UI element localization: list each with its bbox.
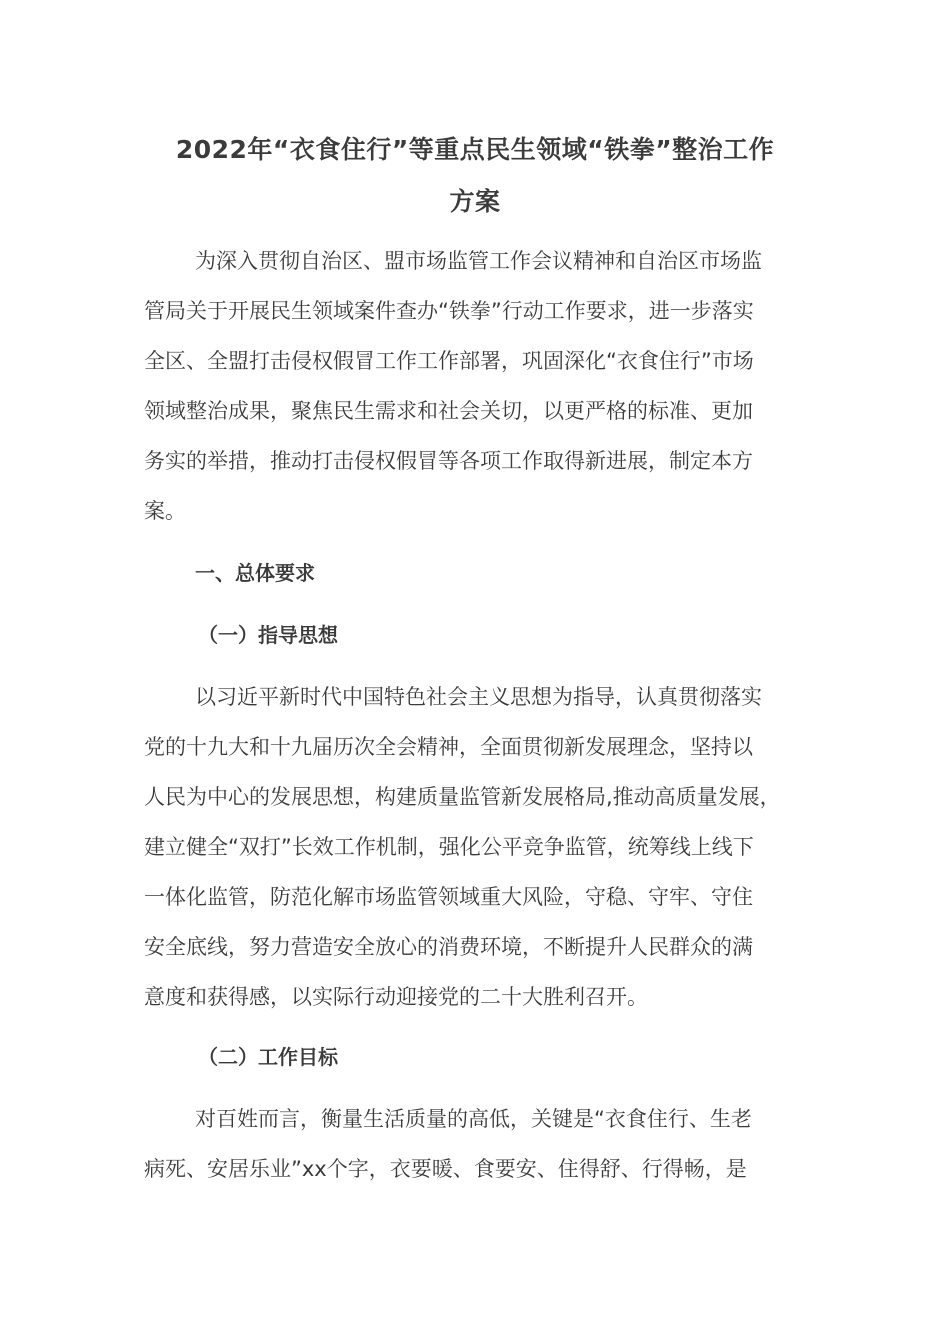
subsection-heading-work-goals: （二）工作目标 [198,1045,338,1069]
paragraph-line: 建立健全“双打”长效工作机制，强化公平竞争监管，统筹线上线下 [144,835,754,859]
document-title-line-1: 2022年“衣食住行”等重点民生领域“铁拳”整治工作 [175,135,775,164]
intro-line: 为深入贯彻自治区、盟市场监管工作会议精神和自治区市场监 [195,249,762,273]
section-heading-general-requirements: 一、总体要求 [195,561,315,585]
paragraph-line: 病死、安居乐业”xx个字，衣要暖、食要安、住得舒、行得畅，是 [144,1157,747,1181]
intro-line: 全区、全盟打击侵权假冒工作工作部署，巩固深化“衣食住行”市场 [144,349,754,373]
subsection-heading-guiding-ideology: （一）指导思想 [198,623,338,647]
paragraph-line: 人民为中心的发展思想，构建质量监管新发展格局,推动高质量发展， [144,785,781,809]
paragraph-line: 一体化监管，防范化解市场监管领域重大风险，守稳、守牢、守住 [144,885,753,909]
intro-line: 案。 [144,499,186,523]
intro-line: 领域整治成果，聚焦民生需求和社会关切，以更严格的标准、更加 [144,399,753,423]
paragraph-line: 对百姓而言，衡量生活质量的高低，关键是“衣食住行、生老 [195,1107,752,1131]
paragraph-line: 以习近平新时代中国特色社会主义思想为指导，认真贯彻落实 [195,685,762,709]
paragraph-line: 党的十九大和十九届历次全会精神，全面贯彻新发展理念，坚持以 [144,735,753,759]
intro-line: 管局关于开展民生领域案件查办“铁拳”行动工作要求，进一步落实 [144,299,754,323]
paragraph-line: 意度和获得感，以实际行动迎接党的二十大胜利召开。 [144,985,648,1009]
intro-line: 务实的举措，推动打击侵权假冒等各项工作取得新进展，制定本方 [144,449,753,473]
document-title-line-2: 方案 [449,187,501,216]
paragraph-line: 安全底线，努力营造安全放心的消费环境，不断提升人民群众的满 [144,935,753,959]
